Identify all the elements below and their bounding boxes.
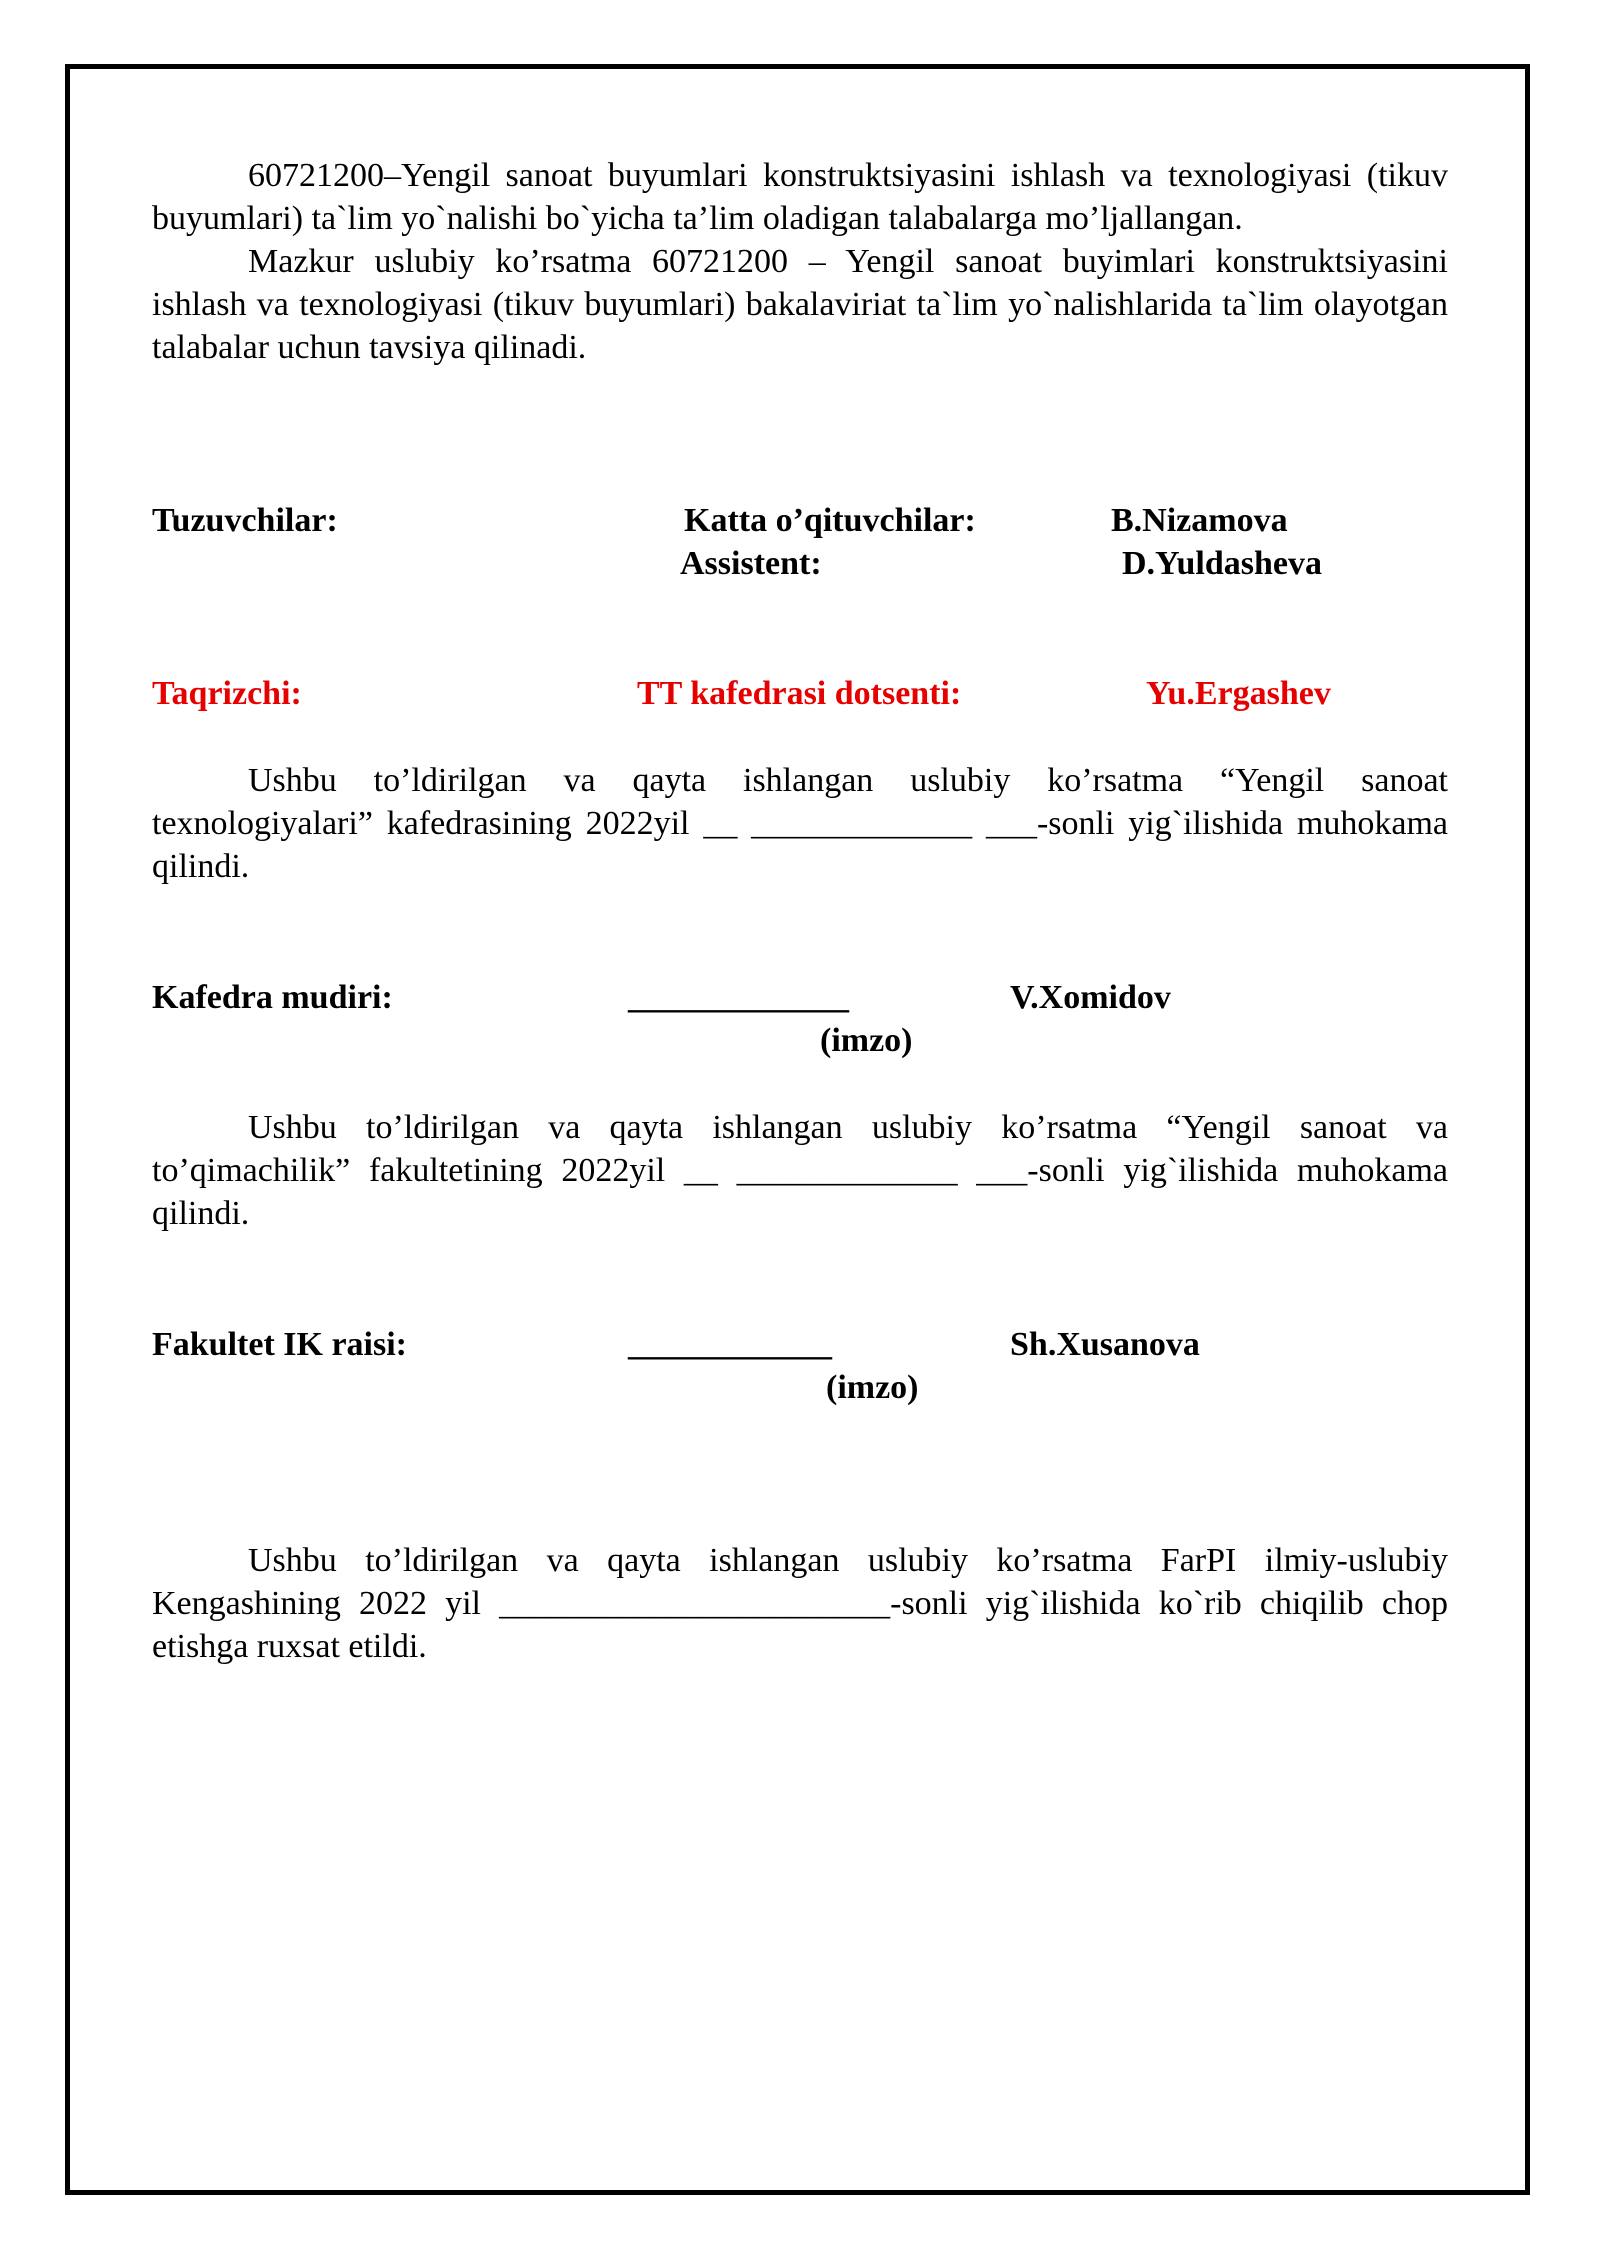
council-section: [152, 1539, 1448, 1668]
authors-role-1: Katta o’qituvchilar:: [684, 502, 976, 539]
department-paragraph: [152, 759, 1448, 888]
department-head-name: V.Xomidov: [1010, 979, 1171, 1016]
faculty-head-label: Fakultet IK raisi:: [152, 1326, 407, 1363]
reviewer-role: TT kafedrasi dotsenti:: [637, 675, 962, 712]
intro-section: [152, 154, 1448, 369]
faculty-paragraph-text: Ushbu to’ldirilgan va qayta ishlangan uslubiy ko’rsatma “Yengil sanoat va to’qimachilik” fakultetining 2022yil __ _____________ ___-sonli yig`ilishida muhokama qilindi.: [152, 1109, 1448, 1232]
authors-name-1: B.Nizamova: [1111, 502, 1288, 539]
intro-paragraph-1-text: 60721200–Yengil sanoat buyumlari konstruktsiyasini ishlash va texnologiyasi (tikuv buyumlari) ta`lim yo`nalishi bo`yicha ta’lim oladigan talabalarga mo’ljallangan.: [152, 157, 1448, 237]
department-paragraph-text: Ushbu to’ldirilgan va qayta ishlangan uslubiy ko’rsatma “Yengil sanoat texnologiyalari” kafedrasining 2022yil __ _____________ ___-sonli yig`ilishida muhokama qilindi.: [152, 762, 1448, 885]
faculty-signature-caption: (imzo): [826, 1369, 919, 1406]
faculty-signature-line: ____________: [628, 1326, 832, 1363]
department-signature-line: _____________: [628, 979, 849, 1016]
department-section: [152, 759, 1448, 888]
authors-label: Tuzuvchilar:: [152, 502, 338, 539]
department-signature-caption: (imzo): [820, 1022, 913, 1059]
council-paragraph-text: Ushbu to’ldirilgan va qayta ishlangan uslubiy ko’rsatma FarPI ilmiy-uslubiy Kengashining 2022 yil _______________________-sonli yig`ilishida ko`rib chiqilib chop etishga ruxsat etildi.: [152, 1542, 1448, 1665]
department-head-label: Kafedra mudiri:: [152, 979, 393, 1016]
intro-paragraph-1: [152, 154, 1448, 240]
reviewer-name: Yu.Ergashev: [1146, 675, 1331, 712]
authors-role-2: Assistent:: [680, 545, 822, 582]
authors-name-2: D.Yuldasheva: [1122, 545, 1322, 582]
intro-paragraph-2-text: Mazkur uslubiy ko’rsatma 60721200 – Yengil sanoat buyimlari konstruktsiyasini ishlash va texnologiyasi (tikuv buyumlari) bakalaviriat ta`lim yo`nalishlarida ta`lim olayotgan talabalar uchun tavsiya qilinadi.: [152, 243, 1448, 366]
reviewer-label: Taqrizchi:: [152, 675, 302, 712]
council-paragraph: [152, 1539, 1448, 1668]
faculty-section: [152, 1106, 1448, 1235]
intro-paragraph-2: [152, 240, 1448, 369]
faculty-paragraph: [152, 1106, 1448, 1235]
faculty-head-name: Sh.Xusanova: [1010, 1326, 1200, 1363]
